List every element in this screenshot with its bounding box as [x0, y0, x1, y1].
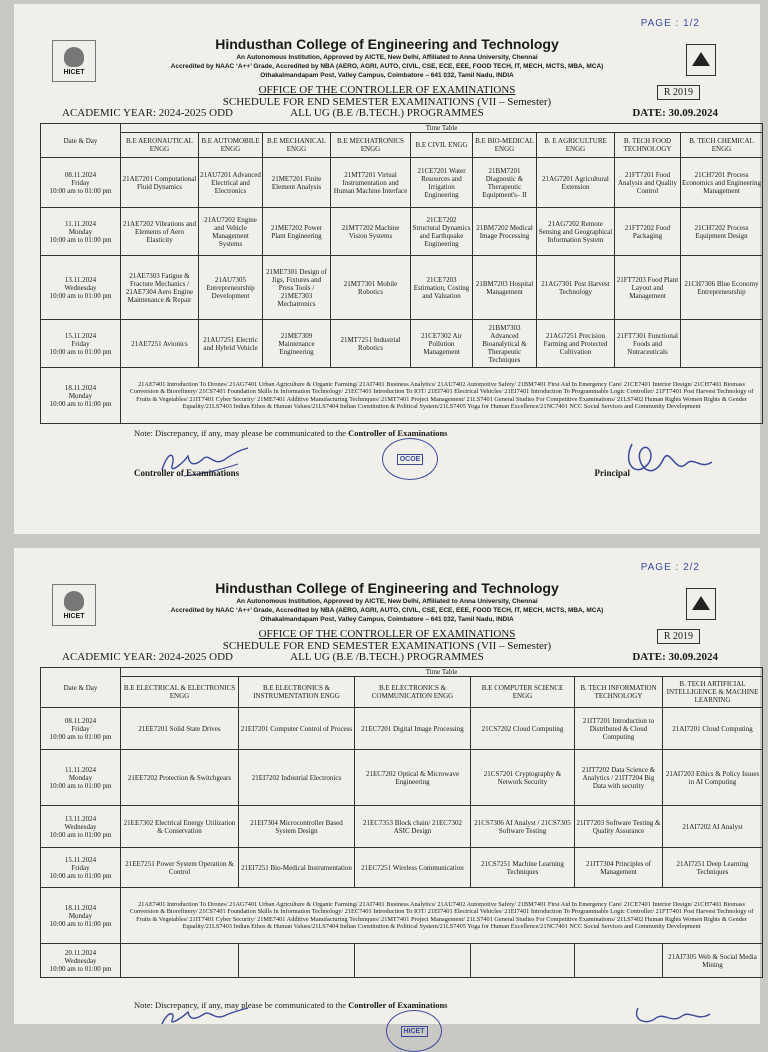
timetable-page-2 [40, 667, 763, 978]
office-seal: OCOE [382, 438, 438, 480]
programme-header: B.E BIO-MEDICAL ENGG [473, 133, 537, 158]
address-line: Othakalmandapam Post, Valley Campus, Coimbatore – 641 032, Tamil Nadu, INDIA [260, 616, 514, 623]
exam-cell: 21EC7201 Digital Image Processing [355, 708, 471, 750]
exam-cell: 21EI7202 Industrial Electronics [239, 750, 355, 806]
exam-cell: 21CE7202 Structural Dynamics and Earthquake Engineering [411, 208, 473, 256]
programme-header: B. TECH CHEMICAL ENGG [681, 133, 763, 158]
programme-header: B. E AGRICULTURE ENGG [537, 133, 615, 158]
date-time: 10:00 am to 01:00 pm [49, 291, 112, 300]
exam-cell: 21IT7203 Software Testing & Quality Assurance [575, 806, 663, 848]
exam-cell: 21CH7202 Process Equipment Design [681, 208, 763, 256]
exam-cell: 21EE7201 Solid State Drives [121, 708, 239, 750]
date-day: Wednesday [64, 822, 97, 831]
date-date: 13.11.2024 [64, 275, 97, 284]
date-date: 20.11.2024 [64, 948, 97, 957]
coe-signature [154, 444, 254, 484]
exam-cell: 21IT7202 Data Science & Analytics / 21IT7204 Big Data with security [575, 750, 663, 806]
date-time: 10:00 am to 01:00 pm [49, 235, 112, 244]
date-day-header: Date & Day [41, 668, 121, 708]
programmes-title: ALL UG (B.E /B.TECH.) PROGRAMMES [290, 107, 484, 119]
office-title: OFFICE OF THE CONTROLLER OF EXAMINATIONS [258, 84, 516, 96]
date-cell [41, 888, 121, 944]
exam-cell: 21AG7202 Remote Sensing and Geographical Information System [537, 208, 615, 256]
exam-cell: 21ME7309 Maintenance Engineering [263, 320, 331, 368]
date-time: 10:00 am to 01:00 pm [49, 399, 112, 408]
date-day: Friday [71, 178, 90, 187]
timetable-page-1 [40, 123, 763, 424]
date-cell [41, 848, 121, 888]
exam-cell: 21ME7201 Finite Element Analysis [263, 158, 331, 208]
page-2-sheet [14, 548, 760, 1035]
exam-cell: 21AU7251 Electric and Hybrid Vehicle [199, 320, 263, 368]
date-day: Friday [71, 339, 90, 348]
exam-cell: 21ME7202 Power Plant Engineering [263, 208, 331, 256]
empty-cell [355, 944, 471, 978]
empty-cell [471, 944, 575, 978]
programmes-title: ALL UG (B.E /B.TECH.) PROGRAMMES [290, 651, 484, 663]
exam-cell: 21CE7203 Estimation, Costing and Valuation [411, 256, 473, 320]
academic-year: ACADEMIC YEAR: 2024-2025 ODD [62, 107, 234, 119]
exam-cell: 21AG7301 Post Harvest Technology [537, 256, 615, 320]
date-cell [41, 750, 121, 806]
exam-cell: 21BM7303 Advanced Bioanalytical & Therapeutic Techniques [473, 320, 537, 368]
affiliation-line: An Autonomous Institution, Approved by AICTE, New Delhi, Affiliated to Anna University, Chennai [236, 598, 538, 605]
programme-header: B. TECH ARTIFICIAL INTELLIGENCE & MACHINE LEARNING [663, 677, 763, 708]
programme-header: B.E COMPUTER SCIENCE ENGG [471, 677, 575, 708]
date-date: 11.11.2024 [65, 765, 96, 774]
time-table-header: Time Table [121, 124, 763, 133]
exam-cell: 21BM7203 Hospital Management [473, 256, 537, 320]
exam-cell: 21BM7202 Medical Image Processing [473, 208, 537, 256]
date-cell [41, 944, 121, 978]
date-date: 08.11.2024 [64, 716, 97, 725]
exam-cell: 21AI7202 AI Analyst [663, 806, 763, 848]
exam-cell: 21EI7304 Microcontroller Based System Design [239, 806, 355, 848]
exam-cell: 21MT7202 Machine Vision Systems [331, 208, 411, 256]
date-day: Friday [71, 724, 90, 733]
exam-cell: 21EC7202 Optical & Microwave Engineering [355, 750, 471, 806]
regulation-box: R 2019 [657, 85, 700, 100]
date-date: 15.11.2024 [64, 855, 97, 864]
issue-date: DATE: 30.09.2024 [632, 107, 718, 119]
exam-cell: 21CH7201 Process Economics and Engineering Management [681, 158, 763, 208]
page-marker: PAGE : 2/2 [640, 562, 700, 573]
date-day: Monday [68, 391, 93, 400]
date-date: 15.11.2024 [64, 331, 97, 340]
programme-header: B.E CIVIL ENGG [411, 133, 473, 158]
date-time: 10:00 am to 01:00 pm [49, 964, 112, 973]
exam-cell: 21CE7201 Water Resources and Irrigation Engineering [411, 158, 473, 208]
programme-header: B.E MECHATRONICS ENGG [331, 133, 411, 158]
exam-cell: 21MT7201 Virtual Instrumentation and Human Machine Interface [331, 158, 411, 208]
exam-cell: 21AI7201 Cloud Computing [663, 708, 763, 750]
exam-cell: 21FT7201 Food Analysis and Quality Control [615, 158, 681, 208]
exam-cell: 21EC7353 Block chain/ 21EC7302 ASIC Design [355, 806, 471, 848]
date-time: 10:00 am to 01:00 pm [49, 781, 112, 790]
date-time: 10:00 am to 01:00 pm [49, 830, 112, 839]
exam-cell: 21AI7305 Web & Social Media Mining [663, 944, 763, 978]
time-table-header: Time Table [121, 668, 763, 677]
exam-cell: 21EE7202 Protection & Switchgears [121, 750, 239, 806]
date-cell [41, 806, 121, 848]
exam-cell: 21FT7301 Functional Foods and Nutraceuticals [615, 320, 681, 368]
date-date: 08.11.2024 [64, 170, 97, 179]
exam-cell: 21ME7301 Design of Jigs, Fixtures and Press Tools / 21ME7303 Mechatronics [263, 256, 331, 320]
date-day: Friday [71, 863, 90, 872]
address-line: Othakalmandapam Post, Valley Campus, Coimbatore – 641 032, Tamil Nadu, INDIA [260, 72, 514, 79]
affiliation-line: An Autonomous Institution, Approved by AICTE, New Delhi, Affiliated to Anna University, Chennai [236, 54, 538, 61]
exam-cell [681, 320, 763, 368]
date-time: 10:00 am to 01:00 pm [49, 347, 112, 356]
exam-cell: 21BM7201 Diagnostic & Therapeutic Equipment's– II [473, 158, 537, 208]
principal-signature [612, 434, 722, 494]
accreditation-line: Accredited by NAAC ‘A++’ Grade, Accredited by NBA (AERO, AGRI, AUTO, CIVIL, CSE, ECE, EEE, FOOD TECH, IT, MECH, MCTS, MBA, MCA) [170, 63, 604, 70]
date-date: 13.11.2024 [64, 814, 97, 823]
exam-cell: 21AU7201 Advanced Electrical and Electronics [199, 158, 263, 208]
college-name: Hindusthan College of Engineering and Technology [215, 36, 559, 52]
exam-cell: 21MT7301 Mobile Robotics [331, 256, 411, 320]
page-marker: PAGE : 1/2 [640, 18, 700, 29]
exam-cell: 21CS7306 AI Analyst / 21CS7305 Software Testing [471, 806, 575, 848]
exam-cell: 21EI7201 Computer Control of Process [239, 708, 355, 750]
common-electives-cell: 21AE7401 Introduction To Drones/ 21AG7401 Urban Agriculture & Organic Farming/ 21AI7401 Business Analytics/ 21AU7402 Automotive Safety/ 21BM7401 First Aid In Emergency Care/ 21CE7401 Interior Design/ 21CH7401 Biomass Conversion & Biorefinery/ 21CS7401 Foundation Skills In Information Technology/ 21EC7401 Introduction To IOT/ 21EI7401 Electrical Vehicles/ 21EI7401 Introduction To Programmable Logic Controller/ 21FT7401 Post Harvest Technology of Fruits & Vegetables/ 21IT7401 Cyber Security/ 21ME7401 Additive Manufacturing Techniques/ 21MT7401 Project Management/ 21LS7401 General Studies For Competitive Examinations/ 21LS7402 Human Rights Women Rights & Gender Equality/21LS7403 Indian Ethos & Human Values/21LS7404 Indian Constitution & Political System/21LS7405 Yoga for Human Excellence/21NC7401 NCC Social Services and Community Development [121, 368, 763, 424]
exam-cell: 21AE7202 Vibrations and Elements of Aero Elasticity [121, 208, 199, 256]
empty-cell [575, 944, 663, 978]
exam-cell: 21AE7251 Avionics [121, 320, 199, 368]
office-title: OFFICE OF THE CONTROLLER OF EXAMINATIONS [258, 628, 516, 640]
date-cell [41, 208, 121, 256]
exam-cell: 21AU7305 Entrepreneurship Development [199, 256, 263, 320]
college-name: Hindusthan College of Engineering and Technology [215, 580, 559, 596]
date-date: 11.11.2024 [65, 219, 96, 228]
programme-header: B.E ELECTRICAL & ELECTRONICS ENGG [121, 677, 239, 708]
empty-cell [239, 944, 355, 978]
regulation-box: R 2019 [657, 629, 700, 644]
discrepancy-note: Note: Discrepancy, if any, may please be communicated to the Controller of Examinations [134, 428, 448, 438]
logo-label: HICET [63, 68, 85, 76]
page-1-sheet [14, 4, 760, 534]
exam-cell: 21CH7306 Blue Economy Entrepreneurship [681, 256, 763, 320]
programme-header: B. TECH INFORMATION TECHNOLOGY [575, 677, 663, 708]
programme-header: B.E MECHANICAL ENGG [263, 133, 331, 158]
programme-header: B. TECH FOOD TECHNOLOGY [615, 133, 681, 158]
exam-cell: 21EI7251 Bio-Medical Instrumentation [239, 848, 355, 888]
date-day: Wednesday [64, 283, 97, 292]
logo-label: HICET [63, 612, 85, 620]
date-time: 10:00 am to 01:00 pm [49, 186, 112, 195]
date-time: 10:00 am to 01:00 pm [49, 871, 112, 880]
exam-cell: 21CS7201 Cryptography & Network Security [471, 750, 575, 806]
exam-cell: 21AI7203 Ethics & Policy Issues in AI Computing [663, 750, 763, 806]
schedule-title: SCHEDULE FOR END SEMESTER EXAMINATIONS (VII – Semester) [222, 640, 552, 652]
academic-year: ACADEMIC YEAR: 2024-2025 ODD [62, 651, 234, 663]
exam-cell: 21EE7251 Power System Operation & Control [121, 848, 239, 888]
exam-cell: 21AG7201 Agricultural Extension [537, 158, 615, 208]
date-time: 10:00 am to 01:00 pm [49, 732, 112, 741]
exam-cell: 21AG7251 Precision Farming and Protected Cultivation [537, 320, 615, 368]
programme-header: B.E ELECTRONICS & COMMUNICATION ENGG [355, 677, 471, 708]
exam-cell: 21AI7251 Deep Learning Techniques [663, 848, 763, 888]
date-day: Monday [68, 773, 93, 782]
accreditation-line: Accredited by NAAC ‘A++’ Grade, Accredited by NBA (AERO, AGRI, AUTO, CIVIL, CSE, ECE, EEE, FOOD TECH, IT, MECH, MCTS, MBA, MCA) [170, 607, 604, 614]
coe-label: Controller of Examinations [134, 468, 240, 478]
date-cell [41, 158, 121, 208]
discrepancy-note: Note: Discrepancy, if any, may please be communicated to the Controller of Examinations [134, 1000, 448, 1010]
exam-cell: 21FT7203 Food Plant Layout and Management [615, 256, 681, 320]
exam-cell: 21CS7251 Machine Learning Techniques [471, 848, 575, 888]
date-date: 18.11.2024 [64, 383, 97, 392]
exam-cell: 21IT7304 Principles of Management [575, 848, 663, 888]
issue-date: DATE: 30.09.2024 [632, 651, 718, 663]
date-cell [41, 708, 121, 750]
common-electives-cell: 21AE7401 Introduction To Drones/ 21AG7401 Urban Agriculture & Organic Farming/ 21AI7401 Business Analytics/ 21AU7402 Automotive Safety/ 21BM7401 First Aid In Emergency Care/ 21CE7401 Interior Design/ 21CH7401 Biomass Conversion & Biorefinery/ 21CS7401 Foundation Skills In Information Technology/ 21EC7401 Introduction To IOT/ 21EI7401 Electrical Vehicles/ 21EI7401 Introduction To Programmable Logic Controller/ 21FT7401 Post Harvest Technology of Fruits & Vegetables/ 21IT7401 Cyber Security/ 21ME7401 Additive Manufacturing Techniques/ 21MT7401 Project Management/ 21LS7401 General Studies For Competitive Examinations/ 21LS7402 Human Rights Women Rights & Gender Equality/21LS7403 Indian Ethos & Human Values/21LS7404 Indian Constitution & Political System/21LS7405 Yoga for Human Excellence/21NC7401 NCC Social Services and Community Development [121, 888, 763, 944]
principal-label: Principal [594, 468, 630, 478]
date-day: Monday [68, 227, 93, 236]
exam-cell: 21AE7201 Computational Fluid Dynamics [121, 158, 199, 208]
principal-signature [624, 1006, 714, 1026]
date-cell [41, 320, 121, 368]
exam-cell: 21CE7302 Air Pollution Management [411, 320, 473, 368]
date-cell [41, 368, 121, 424]
exam-cell: 21AU7202 Engine and Vehicle Management Systems [199, 208, 263, 256]
exam-cell: 21FT7202 Food Packaging [615, 208, 681, 256]
date-day-header: Date & Day [41, 124, 121, 158]
exam-cell: 21EE7302 Electrical Energy Utilization & Conservation [121, 806, 239, 848]
exam-cell: 21AE7303 Fatigue & Fracture Mechanics / 21AE7304 Aero Engine Maintenance & Repair [121, 256, 199, 320]
schedule-title: SCHEDULE FOR END SEMESTER EXAMINATIONS (VII – Semester) [222, 96, 552, 108]
programme-header: B.E ELECTRONICS & INSTRUMENTATION ENGG [239, 677, 355, 708]
exam-cell: 21MT7251 Industrial Robotics [331, 320, 411, 368]
empty-cell [121, 944, 239, 978]
office-seal: HICET [386, 1010, 442, 1052]
exam-cell: 21EC7251 Wireless Communication [355, 848, 471, 888]
date-date: 18.11.2024 [64, 903, 97, 912]
coe-signature [154, 1006, 254, 1026]
date-day: Wednesday [64, 956, 97, 965]
date-cell [41, 256, 121, 320]
exam-cell: 21CS7202 Cloud Computing [471, 708, 575, 750]
programme-header: B.E AERONAUTICAL ENGG [121, 133, 199, 158]
programme-header: B.E AUTOMOBILE ENGG [199, 133, 263, 158]
date-day: Monday [68, 911, 93, 920]
date-time: 10:00 am to 01:00 pm [49, 919, 112, 928]
exam-cell: 21IT7201 Introduction to Distributed & Cloud Computing [575, 708, 663, 750]
